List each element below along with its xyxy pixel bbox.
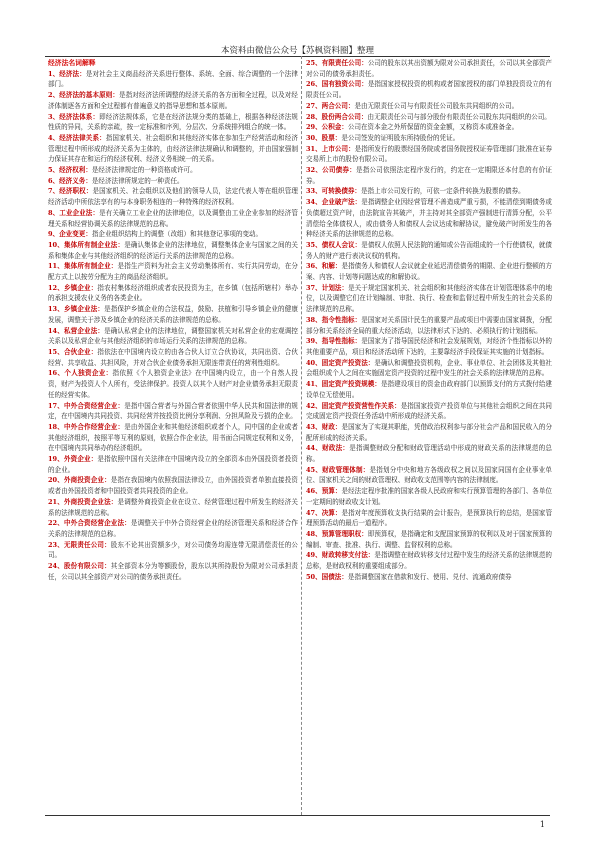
entry-colon: ：	[99, 133, 106, 142]
left-column	[48, 58, 298, 814]
entry-term: 预算管理职权	[321, 529, 362, 538]
entry-term: 财政	[321, 422, 335, 431]
entry-definition: 是指在我国境内依照我国法律设立，由外国投资者单独直接投资或者由外国投资者和中国投资者共同投资的企业。	[48, 476, 298, 496]
entry-colon: ：	[85, 176, 92, 185]
column-divider	[301, 56, 302, 815]
entry-number: 36、	[306, 262, 322, 271]
glossary-entry	[306, 443, 552, 464]
entry-colon: ：	[361, 59, 368, 67]
entry-colon: ：	[361, 529, 368, 538]
glossary-entry	[306, 197, 552, 240]
entry-term: 经济职权	[59, 187, 86, 196]
entry-number: 19、	[48, 455, 64, 464]
entry-term: 财政转移支付法	[321, 551, 368, 560]
entry-colon: ：	[349, 166, 356, 175]
glossary-entry	[306, 133, 552, 144]
entry-number: 31、	[306, 144, 322, 153]
entry-term: 经济法律关系	[59, 133, 100, 142]
entry-definition: 是国家对关系国计民生的重要产品或项目中需要由国家调拨，分配部分和关系经济全局的重大经济活动，以法律形式下达的、必须执行的计划指标。	[306, 315, 552, 335]
entry-definition: 是国家为了实现其职能，凭借政治权利参与部分社会产品和国民收入的分配所形成的经济关系。	[306, 422, 552, 442]
entry-term: 固定资产投资法	[321, 358, 368, 367]
entry-term: 工业企业法	[59, 208, 93, 217]
entry-colon: ：	[341, 572, 348, 581]
entry-term: 股票	[321, 133, 335, 142]
entry-colon: ：	[104, 562, 111, 571]
glossary-entry	[306, 465, 552, 486]
entry-number: 17、	[48, 401, 64, 410]
entry-definition: 公司的股东以其出资额为限对公司承担责任，公司以其全部资产对公司的债务承担责任。	[306, 59, 552, 78]
glossary-entry	[48, 186, 298, 207]
entry-term: 经济法体系	[59, 112, 93, 121]
entry-colon: ：	[348, 144, 355, 153]
glossary-entry	[306, 572, 552, 583]
entry-term: 财政管理体制	[322, 465, 363, 474]
glossary-entry	[306, 79, 552, 100]
entry-term: 乡镇企业	[63, 283, 91, 292]
entry-colon: ：	[92, 112, 100, 121]
entry-number: 20、	[48, 476, 64, 485]
entry-term: 预算	[321, 487, 335, 496]
entry-number: 2、	[48, 91, 60, 100]
entry-term: 固定资产投资营性作关系	[321, 401, 395, 410]
glossary-entry	[306, 379, 552, 400]
entry-colon: ：	[334, 487, 342, 496]
entry-definition: 其全部资本分为等额股份，股东以其所持股份为限对公司承担责任，公司以其全部资产对公司的债务承担责任。	[48, 562, 298, 581]
entry-number: 28、	[306, 112, 322, 121]
entry-definition: 是指保护乡镇企业的合法权益，鼓励、扶植和引导乡镇企业的健康发展，调整关于涉及乡镇企业的经济关系的法律规范的总称。	[48, 305, 298, 324]
entry-definition: 是指建设项目的资金由政府部门以预算支付的方式拨付给建设单位无偿使用。	[306, 380, 552, 399]
entry-term: 中外合资经营企业	[63, 401, 118, 410]
glossary-entry	[48, 261, 298, 282]
entry-term: 财政法	[322, 444, 343, 453]
glossary-entry	[306, 358, 552, 379]
entry-definition: 是国家为了指导国民经济和社会发展规划，对经济个性指标以外的其他重要产品，项目和经济活动所下达的，主要靠经济手段保证其实施的计划指标。	[306, 337, 552, 356]
entry-colon: ：	[90, 347, 98, 356]
entry-colon: ：	[367, 551, 375, 560]
glossary-entry	[48, 401, 298, 422]
entry-number: 16、	[48, 369, 65, 378]
entry-definition: 是确认集体企业的法律地位，调整集体企业与国家之间的关系和集体企业与其他经济组织的经济运行关系的法律规范的总称。	[48, 240, 298, 260]
entry-definition: 股东不论其出资额多少，对公司债务均需连带无限清偿责任的公司。	[48, 540, 298, 560]
entry-definition: 是指公司依照法定程序发行的，约定在一定期限还本付息的有价证券。	[306, 166, 552, 185]
entry-definition: 是调整外商投资企业在设立、经营管理过程中所发生的经济关系的法律规范的总称。	[48, 497, 298, 517]
section-title: 经济法名词解释	[48, 59, 96, 67]
entry-definition: 是指对年度预算收支执行结果的会计报告，是预算执行的总结，是国家管理预算活动的最后一道程序。	[306, 508, 552, 528]
entry-colon: ：	[90, 283, 98, 292]
entry-term: 有限责任公司	[321, 59, 362, 67]
entry-definition: 是指债务人和债权人会议就企业延迟清偿债务的期限、企业进行整顿的方案、内容、计划等问题达成的和解协议。	[306, 262, 552, 282]
entry-definition: 是经济法律所规定的一种责任。	[91, 176, 184, 185]
entry-term: 两合公司	[321, 101, 348, 110]
entry-number: 24、	[48, 562, 64, 571]
page-header: 本资料由微信公众号【苏枫资料圈】整理	[220, 46, 374, 56]
entry-definition: 是债权人依照人民法院的通知或公告而组成的一个行使债权，就债务人的财产进行表决议权的机构。	[306, 240, 552, 260]
entry-term: 无限责任公司	[63, 540, 105, 549]
entry-colon: ：	[90, 455, 98, 464]
entry-number: 50、	[306, 572, 322, 581]
entry-term: 中外合资经营企业法	[63, 519, 125, 528]
entry-number: 33、	[306, 187, 322, 196]
glossary-entry	[48, 208, 298, 229]
entry-number: 23、	[48, 540, 64, 549]
entry-term: 股份有限公司	[63, 562, 105, 571]
entry-colon: ：	[92, 208, 100, 217]
entry-number: 6、	[48, 176, 60, 185]
entry-colon: ：	[354, 187, 361, 196]
entry-definition: 是指调整企业因经营管理不善造成严重亏损，不能清偿到期债务或负债超过资产时，由法院宣告其破产，并主持对其全部资产强制进行清算分配，公平清偿给全体债权人，或由债务人和债权人会议达成和解协议，避免破产时所发生的各种经济关系的法律规范的总称。	[306, 198, 552, 239]
entry-number: 14、	[48, 326, 64, 335]
entry-definition: 是指所发行的股票经国务院或者国务院授权证券管理部门批准在证券交易所上市的股份有限公司。	[306, 144, 552, 164]
entry-definition: 公司在资本金之外所保留的资金金额，又称资本或准备金。	[347, 123, 519, 132]
entry-term: 企业破产法	[321, 198, 355, 207]
entry-definition: 是指调整在财政转移支付过程中发生的经济关系的法律规范的总称，是财政权利的重要组成部分。	[306, 551, 552, 571]
glossary-entry	[306, 122, 552, 133]
entry-number: 44、	[306, 444, 323, 453]
glossary-entry	[48, 240, 298, 261]
entry-definition: 指依法在中国境内设立的由各合伙人订立合伙协议，共同出资、合伙经营、共享收益、共担风险，并对合伙企业债务承担无限连带责任的营利性组织。	[48, 347, 298, 367]
entry-definition: 是指对经济法所调整的经济关系的各方面和全过程，以及对经济体制逐各方面和全过程都有普遍意义的指导思想和基本原则。	[48, 91, 298, 110]
entry-number: 4、	[48, 133, 60, 142]
right-column	[306, 58, 552, 814]
entry-colon: ：	[367, 358, 375, 367]
entry-term: 国债法	[321, 572, 342, 581]
glossary-entry	[306, 550, 552, 571]
glossary-entry	[306, 315, 552, 336]
entry-definition: 是关于规定国家机关、社会组织和其他经济实体在计划管理体系中的地位，以及调整它们在计划编制、审批、执行、检查和监督过程中所发生的社会关系的法律规范的总称。	[306, 283, 552, 314]
glossary-entry	[306, 101, 552, 112]
entry-term: 上市公司	[321, 144, 349, 153]
entry-colon: ：	[97, 326, 105, 335]
entry-number: 30、	[306, 133, 322, 142]
entry-colon: ：	[110, 262, 118, 271]
glossary-entry	[306, 186, 552, 197]
entry-term: 合伙企业	[63, 347, 91, 356]
entry-term: 可转换债券	[321, 187, 355, 196]
entry-colon: ：	[334, 133, 342, 142]
entry-definition: 即经济法规体系，它是在经济法规分类的基础上，根据各种经济法规性质的异同，关系的亲疏，按一定标准和序列，分层次、分系统排列组合的统一体。	[48, 112, 298, 132]
entry-number: 26、	[306, 80, 322, 89]
entry-colon: ：	[110, 497, 118, 506]
glossary-entry	[48, 304, 298, 325]
entry-term: 股份两合公司	[321, 112, 361, 121]
entry-term: 个人独资企业	[64, 369, 106, 378]
entry-colon: ：	[374, 380, 381, 389]
entry-definition: 是由外国企业和其他经济组织或者个人，同中国的企业或者其他经济组织，按照平等互利的原则，依照合作企业法，用书面合同规定权利和义务，在中国境内共同举办的经济组织。	[48, 422, 298, 453]
entry-term: 决算	[321, 508, 335, 517]
glossary-entry	[48, 326, 298, 347]
glossary-entry	[48, 518, 298, 539]
entry-number: 9、	[48, 230, 60, 239]
glossary-entry	[48, 90, 298, 111]
entry-definition: 是有关确立工业企业的法律地位，以及调整由工业企业参加的经济管理关系和经营协调关系的法律规范的总称。	[48, 208, 298, 228]
entry-definition: 指企业组织结构上的调整（改组）和其他登记事项的变动。	[91, 230, 263, 239]
entry-colon: ：	[334, 262, 342, 271]
entry-term: 中外合作经营企业	[63, 422, 118, 431]
glossary-entry	[306, 58, 552, 79]
entry-colon: ：	[354, 315, 362, 324]
entry-term: 债权人会议	[321, 240, 355, 249]
entry-number: 46、	[306, 487, 322, 496]
entry-number: 49、	[306, 551, 322, 560]
entry-term: 经济法	[59, 69, 80, 78]
glossary-entry	[306, 112, 552, 123]
entry-definition: 即预算权，是指确定和支配国家预算的权利以及对于国家预算的编制、审查、批准、执行、调整、监督权利的总称。	[306, 529, 552, 549]
entry-term: 外商投资企业法	[63, 497, 111, 506]
entry-definition: 是经法定程序批准的国家各级人民政府和实行预算管理的各部门、各单位一定期间的财政收支计划。	[306, 487, 552, 506]
glossary-entry	[48, 454, 298, 475]
entry-colon: ：	[105, 369, 113, 378]
page-number: 1	[539, 820, 545, 829]
entry-definition: 是由无限责任公司与有限责任公司股东共同组织的公司。	[354, 101, 519, 110]
entry-colon: ：	[361, 80, 368, 89]
entry-number: 34、	[306, 198, 322, 207]
glossary-entry	[48, 540, 298, 561]
entry-term: 公积金	[321, 123, 342, 132]
footer-rule	[45, 815, 550, 816]
entry-colon: ：	[117, 422, 125, 431]
entry-definition: 是指国家投资产投资单位与其他社会组织之间在共同完成固定资产投资任务活动中所形成的经济关系。	[306, 401, 552, 421]
entry-number: 3、	[48, 112, 60, 121]
entry-colon: ：	[347, 101, 355, 110]
glossary-entry	[48, 561, 298, 582]
entry-number: 8、	[48, 208, 60, 217]
glossary-entry	[306, 144, 552, 165]
entry-term: 计划法	[321, 283, 342, 292]
entry-number: 43、	[306, 422, 322, 431]
entry-number: 47、	[306, 508, 322, 517]
entry-term: 指令性指标	[321, 315, 355, 324]
glossary-entry	[306, 336, 552, 357]
entry-definition: 是对社会主义商品经济关系进行整体、系统、全面、综合调整的一个法律部门。	[48, 69, 298, 89]
entry-number: 42、	[306, 401, 322, 410]
entry-definition: 是指调整财政分配和财政管理活动中形成的财政关系的法律规范的总称。	[306, 444, 552, 464]
entry-number: 35、	[306, 240, 322, 249]
entry-colon: ：	[104, 476, 111, 485]
entry-colon: ：	[341, 283, 349, 292]
glossary-entry	[306, 486, 552, 507]
glossary-entry	[48, 69, 298, 90]
entry-definition: 是国家机关、社会组织以及他们的领导人员，法定代表人等在组织管理经济活动中所依法享有的与本身职务相连的一种特殊的经济权利。	[48, 187, 298, 207]
glossary-entry	[48, 347, 298, 368]
entry-number: 1、	[48, 69, 60, 78]
entry-colon: ：	[117, 240, 125, 249]
entry-number: 18、	[48, 422, 64, 431]
entry-colon: ：	[354, 337, 362, 346]
entry-definition: 是指上市公司发行的，可依一定条件转换为股票的债券。	[360, 187, 525, 196]
glossary-entry	[306, 261, 552, 282]
entry-number: 13、	[48, 305, 64, 314]
entry-term: 经济法的基本原则	[59, 91, 113, 100]
glossary-entry	[306, 283, 552, 315]
entry-definition: 是指中国合营者与外国合营者依照中华人民共和国法律的规定，在中国境内共同投资、共同经营并按投资比例分享利润、分担风险及亏损的企业。	[48, 401, 298, 421]
entry-term: 指导性指标	[321, 337, 355, 346]
glossary-entry	[48, 112, 298, 133]
glossary-entry	[48, 283, 298, 304]
entry-number: 45、	[306, 465, 323, 474]
entry-term: 企业变更	[59, 230, 86, 239]
header-rule	[45, 56, 550, 57]
entry-definition: 是确认私营企业的法律地位，调整国家机关对私营企业的宏观调控关系以及私营企业与其他经济组织的市场运行关系的法律规范的总称。	[48, 326, 298, 346]
entry-number: 38、	[306, 315, 322, 324]
entry-definition: 是经济法律规定的一种资格或许可。	[91, 166, 197, 175]
entry-term: 私营企业法	[63, 326, 98, 335]
glossary-entry	[48, 475, 298, 496]
entry-term: 和解	[321, 262, 335, 271]
entry-number: 29、	[306, 123, 322, 132]
entry-term: 集体所有制企业法	[63, 240, 118, 249]
entry-term: 固定资产投资规模	[321, 380, 375, 389]
glossary-entry	[48, 165, 298, 176]
entry-number: 25、	[306, 59, 322, 67]
glossary-entry	[48, 229, 298, 240]
entry-definition: 由无限责任公司与部分股份有限责任公司股东共同组织的公司。	[367, 112, 551, 121]
entry-colon: ：	[354, 240, 362, 249]
glossary-entry	[48, 176, 298, 187]
glossary-entry	[306, 508, 552, 529]
entry-colon: ：	[112, 91, 119, 100]
glossary-entry	[306, 165, 552, 186]
entry-term: 集体所有制企业	[63, 262, 111, 271]
entry-number: 7、	[48, 187, 60, 196]
entry-number: 39、	[306, 337, 322, 346]
entry-number: 27、	[306, 101, 322, 110]
entry-number: 11、	[48, 262, 64, 271]
entry-definition: 是确认和调整投资机构，企业、事业单位、社会团体及其他社会组织或个人之间在实施固定资产投资的过程中发生的社会关系的法律规范的总称。	[306, 358, 552, 378]
entry-colon: ：	[117, 401, 125, 410]
entry-number: 32、	[306, 166, 323, 175]
entry-definition: 是指国家授权投资的机构或者国家授权的部门单独投资设立的有限责任公司。	[306, 80, 552, 100]
entry-colon: ：	[334, 422, 342, 431]
entry-definition: 是指调整国家在借款和发行、使用、兑付、流通政府债券	[347, 572, 512, 581]
entry-term: 外商投资企业	[63, 476, 105, 485]
entry-term: 经济权利	[59, 166, 86, 175]
entry-colon: ：	[342, 444, 350, 453]
entry-colon: ：	[79, 69, 86, 78]
entry-colon: ：	[394, 401, 401, 410]
entry-number: 48、	[306, 529, 322, 538]
entry-number: 12、	[48, 283, 64, 292]
entry-definition: 是调整关于中外合资经营企业的经济管理关系和经济合作关系的法律规范的总称。	[48, 519, 298, 538]
glossary-entry	[48, 422, 298, 454]
entry-number: 40、	[306, 358, 322, 367]
glossary-entry	[48, 368, 298, 400]
entry-number: 5、	[48, 166, 60, 175]
entry-definition: 是指生产资料为社会主义劳动集体所有、实行共同劳动，在分配方式上以按劳分配为主的商品经济组织。	[48, 262, 298, 282]
entry-definition: 指依照《个人独资企业法》在中国境内设立，由一个自然人投资，财产为投资人个人所有，受法律保护。投资人以其个人财产对企业债务承担无限责任的经营实体。	[48, 369, 298, 399]
entry-colon: ：	[334, 508, 342, 517]
entry-number: 41、	[306, 380, 322, 389]
entry-number: 10、	[48, 240, 64, 249]
entry-colon: ：	[85, 187, 93, 196]
entry-definition: 是指划分中央和地方各级政权之间以及国家同国有企业事业单位、国家机关之间的财政管理权、财政收支范围等内容的法律制度。	[306, 465, 552, 485]
entry-definition: 是公司签发的证明股东所持股份的凭证。	[341, 133, 460, 142]
entry-colon: ：	[362, 465, 370, 474]
entry-number: 22、	[48, 519, 64, 528]
entry-colon: ：	[85, 166, 92, 175]
entry-term: 国有独资公司	[321, 80, 362, 89]
entry-number: 21、	[48, 497, 64, 506]
entry-colon: ：	[354, 198, 362, 207]
glossary-entry	[48, 497, 298, 518]
entry-term: 乡镇企业法	[63, 305, 98, 314]
entry-definition: 指国家机关、社会组织和其他经济实体在参加生产经营活动和经济管理过程中所形成的经济关系为主体的，由经济法律法规确认和调整的，并由国家强制力保证其存在和运行的经济权利、经济义务相统一的关系。	[48, 133, 298, 164]
entry-colon: ：	[360, 112, 368, 121]
entry-colon: ：	[124, 519, 131, 528]
glossary-entry	[306, 422, 552, 443]
entry-term: 外资企业	[63, 455, 91, 464]
entry-colon: ：	[85, 230, 92, 239]
entry-colon: ：	[341, 123, 348, 132]
glossary-entry	[306, 240, 552, 261]
entry-number: 37、	[306, 283, 322, 292]
glossary-entry	[306, 401, 552, 422]
entry-term: 公司债券	[322, 166, 350, 175]
entry-number: 15、	[48, 347, 64, 356]
entry-definition: 是指依照中国有关法律在中国境内设立的全部资本由外国投资者投资的企业。	[48, 455, 298, 474]
entry-colon: ：	[97, 305, 105, 314]
entry-colon: ：	[104, 540, 111, 549]
glossary-entry	[48, 133, 298, 165]
glossary-entry	[306, 529, 552, 550]
entry-definition: 指农村集体经济组织或者农民投资为主，在乡镇（包括所辖村）举办的承担支援农业义务的各类企业。	[48, 283, 298, 303]
entry-term: 经济义务	[59, 176, 86, 185]
